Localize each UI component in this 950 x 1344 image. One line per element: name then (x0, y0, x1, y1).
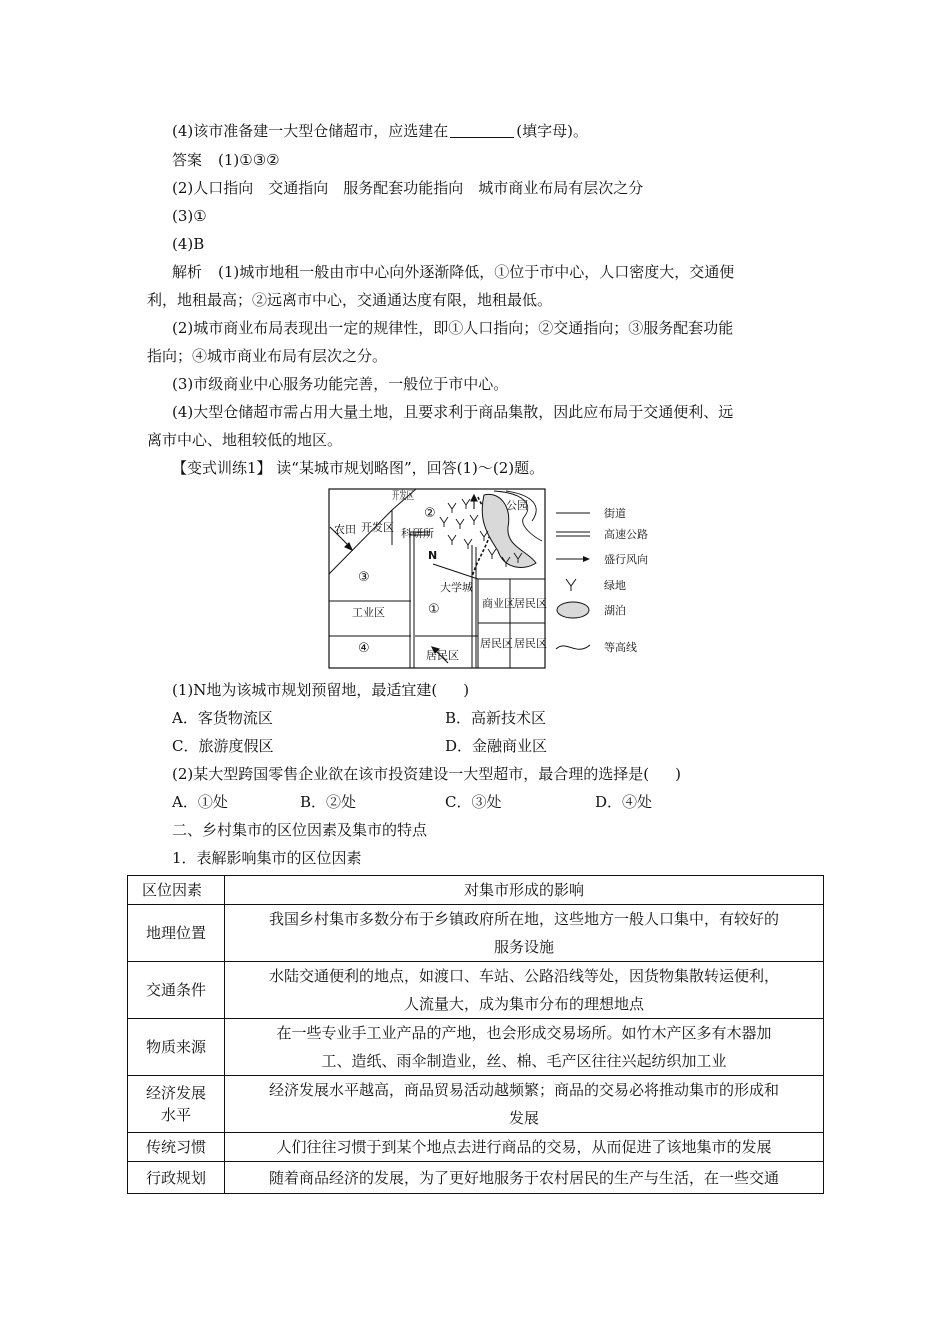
map-highways (410, 532, 476, 668)
answer-3: (3)① (172, 207, 207, 225)
table-row-impact-line1: 水陆交通便利的地点，如渡口、车站、公路沿线等处，因货物集散转运便利， (268, 967, 779, 985)
table-row-impact-line1: 经济发展水平越高，商品贸易活动越频繁；商品的交易必将推动集市的形成和 (268, 1081, 779, 1099)
table-row-impact-line2: 工、造纸、雨伞制造业，丝、棉、毛产区往往兴起纺织加工业 (321, 1052, 727, 1070)
table-row-factor: 物质来源 (128, 1019, 225, 1076)
map-label-commercial: 商业区 (482, 597, 515, 610)
analysis-p2-line2: 指向；④城市商业布局有层次之分。 (147, 347, 388, 365)
legend-street-label: 街道 (604, 507, 626, 520)
exercise-q1-option-d: D．金融商业区 (445, 737, 548, 755)
map-label-residential-3: 居民区 (480, 637, 513, 650)
map-label-industrial: 工业区 (352, 606, 385, 619)
legend-wind-label: 盛行风向 (604, 553, 648, 566)
table-row-impact-line1: 随着商品经济的发展，为了更好地服务于农村居民的生产与生活，在一些交通 (268, 1168, 779, 1187)
table-header-row (128, 876, 824, 905)
legend-lake-symbol (557, 602, 589, 618)
map-label-circle3: ③ (358, 570, 370, 585)
table-row-impact (225, 962, 824, 1019)
table-row-impact-line1: 我国乡村集市多数分布于乡镇政府所在地，这些地方一般人口集中，有较好的 (268, 910, 779, 928)
map-label-residential-2: 居民区 (426, 649, 459, 662)
analysis-p2-line1: (2)城市商业布局表现出一定的规律性，即①人口指向；②交通指向；③服务配套功能 (172, 319, 734, 337)
table-row-factor (128, 1076, 225, 1133)
exercise-q2-stem: (2)某大型跨国零售企业欲在该市投资建设一大型超市，最合理的选择是( (172, 765, 650, 783)
exercise-q2-option-c: C．③处 (445, 793, 502, 811)
map-label-research: 科研所 (401, 527, 434, 540)
analysis-p4-line1: (4)大型仓储超市需占用大量土地，且要求利于商品集散，因此应布局于交通便利、远 (172, 403, 734, 421)
legend-green-label: 绿地 (604, 579, 626, 592)
exercise-q2-option-d: D．④处 (595, 793, 653, 811)
answer-2: (2)人口指向 交通指向 服务配套功能指向 城市商业布局有层次之分 (172, 179, 644, 197)
analysis-p4-line2: 离市中心、地租较低的地区。 (147, 431, 343, 449)
map-label-n: N (428, 549, 438, 562)
table-header-factor: 区位因素 (128, 876, 225, 905)
exercise-q2-option-a: A．①处 (172, 793, 228, 811)
table-row-factor: 传统习惯 (128, 1133, 225, 1162)
table-row-impact-line1: 在一些专业手工业产品的产地，也会形成交易场所。如竹木产区多有木器加 (276, 1024, 772, 1042)
exercise-q1-close: ) (463, 681, 470, 699)
table-row-factor: 交通条件 (128, 962, 225, 1019)
map-label-residential-1: 居民区 (514, 597, 547, 610)
map-label-circle4: ④ (358, 641, 370, 656)
answer-4: (4)B (172, 235, 205, 253)
table-row (128, 1133, 824, 1162)
analysis-p3: (3)市级商业中心服务功能完善，一般位于市中心。 (172, 375, 509, 393)
table-row-impact-line2: 人流量大，成为集市分布的理想地点 (403, 995, 644, 1013)
map-legend (556, 506, 648, 654)
map-label-farmland: 农田 (334, 523, 356, 536)
exercise-q1-option-b: B．高新技术区 (445, 709, 547, 727)
table-row (128, 1019, 824, 1076)
exercise-q2-close: ) (675, 765, 681, 783)
exercise-q1 (172, 679, 469, 701)
table-row (128, 962, 824, 1019)
legend-highway-label: 高速公路 (604, 528, 648, 541)
section-2-subheading: 1．表解影响集市的区位因素 (172, 849, 362, 867)
exercise-q2 (172, 763, 681, 785)
legend-contour-symbol (556, 645, 590, 649)
map-label-residential-4: 居民区 (514, 637, 547, 650)
question-4-suffix: (填字母)。 (516, 122, 588, 140)
table-row (128, 905, 824, 962)
map-label-circle1: ① (428, 602, 440, 617)
legend-wind-arrowhead (583, 556, 590, 562)
table-row-impact (225, 1076, 824, 1133)
exercise-q1-option-a: A．客货物流区 (172, 709, 273, 727)
analysis-label: 解析 (172, 263, 203, 281)
exercise-q1-option-c: C．旅游度假区 (172, 737, 274, 755)
map-label-dev-top: 开发区 (392, 489, 425, 502)
table-row-impact (225, 905, 824, 962)
table-row-impact (225, 1019, 824, 1076)
table-row (128, 1162, 824, 1194)
table-row-factor: 地理位置 (128, 905, 225, 962)
table-row-factor-line1: 经济发展 (145, 1084, 206, 1102)
section-2-heading: 二、乡村集市的区位因素及集市的特点 (172, 821, 428, 839)
answer-blank (450, 123, 514, 138)
map-label-circle2: ② (424, 506, 436, 521)
legend-lake-label: 湖泊 (604, 604, 626, 617)
exercise-q2-option-b: B．②处 (300, 793, 357, 811)
table-row-impact (225, 1162, 824, 1194)
question-4 (172, 120, 588, 142)
exercise-q1-stem: (1)N地为该城市规划预留地，最适宜建( (172, 681, 438, 699)
map-label-dev-left: 开发区 (361, 521, 394, 534)
analysis-p1-line1: (1)城市地租一般由市中心向外逐渐降低，①位于市中心，人口密度大，交通便 (218, 263, 735, 281)
table-row-impact (225, 1133, 824, 1162)
table-row-factor-line2: 水平 (160, 1106, 191, 1124)
analysis-p1-line2: 利，地租最高；②远离市中心，交通通达度有限，地租最低。 (147, 291, 553, 309)
legend-contour-label: 等高线 (604, 641, 637, 654)
table-row-impact-line1: 人们往往习惯于到某个地点去进行商品的交易，从而促进了该地集市的发展 (276, 1138, 772, 1156)
table-row-impact-line2: 服务设施 (493, 938, 554, 956)
table-row (128, 1076, 824, 1133)
table-row-factor: 行政规划 (128, 1162, 225, 1194)
map-label-park: 公园 (506, 499, 528, 512)
table-row-impact-line2: 发展 (508, 1109, 539, 1127)
answer-1: (1)①③② (218, 151, 280, 169)
market-factors-table (127, 875, 824, 1194)
map-wind-arrows (330, 495, 477, 663)
table-header-impact: 对集市形成的影响 (225, 876, 824, 905)
legend-green-symbol (566, 579, 576, 591)
analysis-line-1 (172, 261, 734, 283)
exercise-title: 【变式训练1】 读“某城市规划略图”，回答(1)～(2)题。 (172, 459, 545, 477)
map-label-university: 大学城 (440, 581, 473, 594)
question-4-prefix: (4)该市准备建一大型仓储超市，应选建在 (172, 122, 449, 140)
city-planning-map (328, 487, 658, 672)
answer-label: 答案 (172, 151, 203, 169)
answer-line-1 (172, 149, 280, 171)
